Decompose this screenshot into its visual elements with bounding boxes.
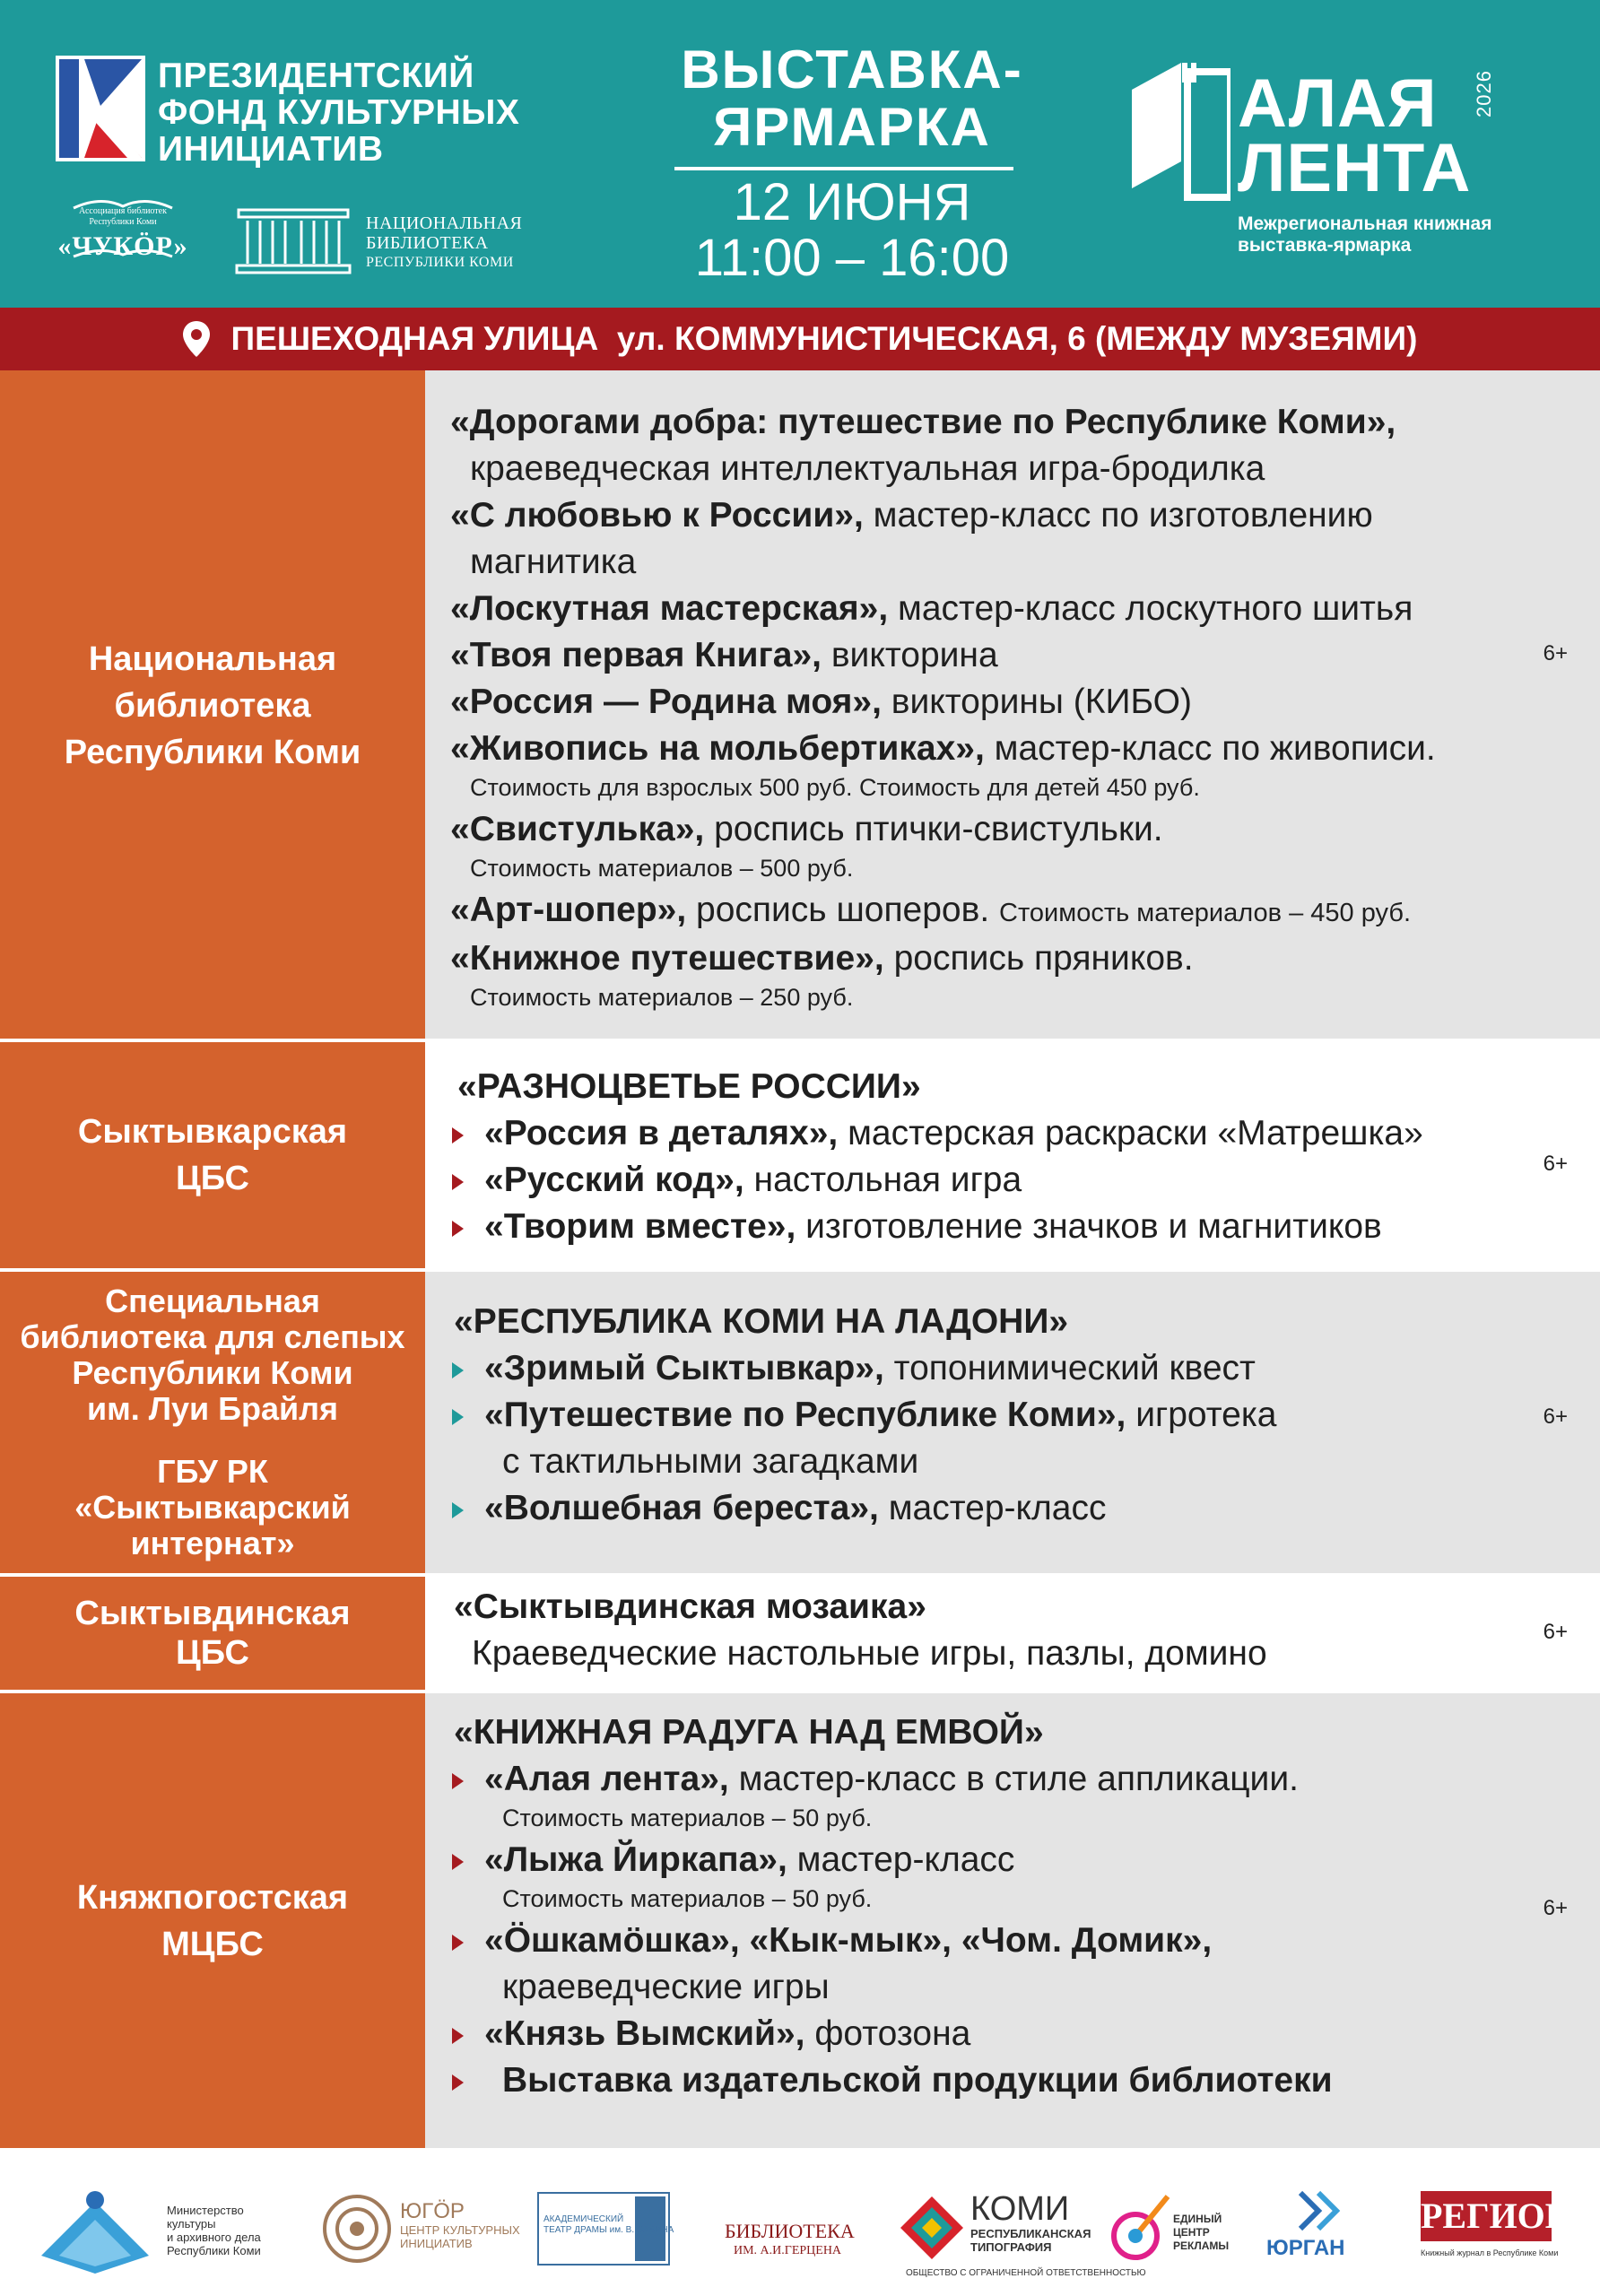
partner-logos — [0, 2148, 1600, 2296]
event-title: ВЫСТАВКА- ЯРМАРКА — [681, 39, 1023, 157]
list-item: Выставка издательской продукции библиотеки — [502, 2061, 1333, 2100]
program-list — [425, 1272, 1600, 1573]
price-note: Стоимость материалов – 50 руб. — [502, 1885, 873, 1912]
event-date: 12 ИЮНЯ — [733, 173, 971, 231]
org-name: Сыктывкарская ЦБС — [0, 1042, 425, 1268]
alaya-subtitle-2: выставка-ярмарка — [1238, 235, 1412, 256]
advertising-center-icon — [1109, 2191, 1171, 2263]
yugor-spiral-icon — [321, 2184, 393, 2274]
section-description: Краеведческие настольные игры, пазлы, домино — [472, 1634, 1267, 1673]
region-logo: РЕГИОН — [1421, 2191, 1552, 2241]
age-rating: 6+ — [1543, 1620, 1568, 1644]
komi-typography-icon — [900, 2196, 963, 2259]
bullet-arrow-icon — [452, 1221, 464, 1237]
price-note: Стоимость для взрослых 500 руб. Стоимость для детей 450 руб. — [470, 774, 1200, 801]
list-item: «Волшебная береста», мастер-класс — [484, 1489, 1107, 1527]
nbrk-line-1: НАЦИОНАЛЬНАЯ — [366, 213, 523, 233]
section-heading: «Сыктывдинская мозаика» — [454, 1587, 926, 1626]
list-item-continuation: краеведческая интеллектуальная игра-бродилка — [470, 449, 1265, 488]
ministry-text: Министерство культуры и архивного дела Республики Коми — [167, 2204, 261, 2257]
list-item-continuation: с тактильными загадками — [502, 1442, 919, 1481]
yurgan-text: ЮРГАН — [1266, 2236, 1345, 2260]
price-note: Стоимость материалов – 500 руб. — [470, 855, 854, 882]
national-library-logo — [235, 204, 540, 276]
pfki-emblem-icon — [56, 56, 145, 161]
list-item: «Россия в деталях», мастерская раскраски «Матрешка» — [484, 1114, 1423, 1152]
price-note: Стоимость материалов – 50 руб. — [502, 1805, 873, 1831]
program-list — [425, 1577, 1600, 1690]
location-bar — [0, 308, 1600, 370]
program-list — [425, 370, 1600, 1040]
list-item: «С любовью к России», мастер-класс по изготовлению — [450, 496, 1373, 535]
bullet-arrow-icon — [452, 2028, 464, 2044]
list-item: «Лыжа Йиркапа», мастер-класс — [484, 1840, 1015, 1879]
alaya-line-2: ЛЕНТА — [1238, 130, 1472, 206]
alaya-subtitle-1: Межрегиональная книжная — [1238, 213, 1492, 234]
chukor-caption-1: Ассоциация библиотек — [79, 206, 167, 216]
bullet-arrow-icon — [452, 1127, 464, 1144]
region-subtitle: Книжный журнал в Республике Коми — [1421, 2248, 1559, 2257]
bullet-arrow-icon — [452, 1174, 464, 1190]
list-item: «Ӧшкамӧшка», «Кык-мык», «Чом. Домик», — [484, 1921, 1213, 1960]
library-building-icon — [235, 204, 352, 276]
bullet-arrow-icon — [452, 1409, 464, 1425]
header-banner — [0, 0, 1600, 308]
advertising-center-text: ЕДИНЫЙ ЦЕНТР РЕКЛАМЫ — [1173, 2213, 1230, 2252]
ministry-emblem-icon — [41, 2184, 149, 2274]
age-rating: 6+ — [1543, 1405, 1568, 1429]
map-pin-icon — [183, 321, 210, 357]
list-item: «Творим вместе», изготовление значков и магнитиков — [484, 1207, 1382, 1246]
program-list — [425, 1693, 1600, 2148]
alaya-lenta-logo — [1132, 63, 1544, 260]
herzen-library-text: БИБЛИОТЕКА ИМ. А.И.ГЕРЦЕНА — [725, 2220, 855, 2257]
bullet-arrow-icon — [452, 1362, 464, 1378]
list-item: «Князь Вымский», фотозона — [484, 2014, 971, 2053]
nbrk-line-2: БИБЛИОТЕКА — [366, 233, 489, 253]
list-item: «Арт-шопер», роспись шоперов. Стоимость материалов – 450 руб. — [450, 891, 1412, 929]
age-rating: 6+ — [1543, 1152, 1568, 1176]
section-blind-library — [0, 1272, 1600, 1573]
section-heading: «РЕСПУБЛИКА КОМИ НА ЛАДОНИ» — [454, 1302, 1069, 1341]
bullet-arrow-icon — [452, 1502, 464, 1518]
list-item: «Россия — Родина моя», викторины (КИБО) — [450, 683, 1192, 721]
section-heading: «КНИЖНАЯ РАДУГА НАД ЕМВОЙ» — [454, 1713, 1044, 1752]
alaya-line-1: АЛАЯ — [1238, 65, 1438, 142]
bullet-arrow-icon — [452, 2074, 464, 2091]
org-name: Специальная библиотека для слепых Республики Коми им. Луи Брайля ГБУ РК «Сыктывкарский интернат» — [0, 1272, 425, 1573]
section-syktyvkar-cbs — [0, 1042, 1600, 1268]
komi-ooo-text: ОБЩЕСТВО С ОГРАНИЧЕННОЙ ОТВЕТСТВЕННОСТЬЮ — [906, 2268, 1146, 2278]
section-heading: «РАЗНОЦВЕТЬЕ РОССИИ» — [457, 1067, 921, 1106]
location-text: ПЕШЕХОДНАЯ УЛИЦА ул. КОММУНИСТИЧЕСКАЯ, 6 (МЕЖДУ МУЗЕЯМИ) — [230, 320, 1418, 357]
bullet-arrow-icon — [452, 1773, 464, 1789]
price-note: Стоимость материалов – 250 руб. — [470, 984, 854, 1011]
yugor-text: ЮГӦР ЦЕНТР КУЛЬТУРНЫХ ИНИЦИАТИВ — [400, 2199, 520, 2250]
chukor-name: «ЧУКӦР» — [57, 231, 188, 261]
title-divider — [674, 167, 1013, 170]
list-item-continuation: магнитика — [470, 543, 637, 581]
list-item: «Алая лента», мастер-класс в стиле аппликации. — [484, 1760, 1299, 1798]
org-name: Национальная библиотека Республики Коми — [0, 370, 425, 1040]
bullet-arrow-icon — [452, 1935, 464, 1951]
nbrk-line-3: РЕСПУБЛИКИ КОМИ — [366, 255, 514, 270]
komi-typography-text: КОМИ РЕСПУБЛИКАНСКАЯ ТИПОГРАФИЯ — [970, 2190, 1091, 2254]
list-item: «Дорогами добра: путешествие по Республике Коми», — [450, 403, 1396, 441]
list-item: «Путешествие по Республике Коми», игротека — [484, 1396, 1277, 1434]
age-rating: 6+ — [1543, 641, 1568, 665]
age-rating: 6+ — [1543, 1896, 1568, 1920]
presidential-fund-logo — [56, 56, 594, 169]
alaya-year: 2026 — [1473, 70, 1495, 117]
list-item: «Свистулька», роспись птички-свистульки. — [450, 810, 1163, 848]
org-name: Княжпогостская МЦБС — [0, 1693, 425, 2148]
bullet-arrow-icon — [452, 1854, 464, 1870]
event-time: 11:00 – 16:00 — [694, 229, 1010, 287]
chukor-logo — [56, 190, 190, 280]
list-item: «Русский код», настольная игра — [484, 1161, 1022, 1199]
list-item: «Зримый Сыктывкар», топонимический квест — [484, 1349, 1256, 1387]
org-name: Сыктывдинская ЦБС — [0, 1577, 425, 1690]
pfki-title: ПРЕЗИДЕНТСКИЙ ФОНД КУЛЬТУРНЫХ ИНИЦИАТИВ — [158, 57, 520, 169]
yurgan-mark-icon — [1283, 2184, 1354, 2238]
program-list — [425, 1042, 1600, 1268]
list-item: «Живопись на мольбертиках», мастер-класс по живописи. — [450, 729, 1436, 768]
section-national-library — [0, 370, 1600, 1040]
list-item: «Книжное путешествие», роспись пряников. — [450, 939, 1194, 978]
list-item: «Твоя первая Книга», викторина — [450, 636, 998, 674]
list-item-continuation: краеведческие игры — [502, 1968, 830, 2006]
section-syktyvdin-cbs — [0, 1577, 1600, 1690]
chukor-caption-2: Республики Коми — [89, 217, 157, 227]
open-book-icon — [1132, 63, 1230, 206]
section-knyazhpogost-mcbs — [0, 1693, 1600, 2148]
theatre-text: АКАДЕМИЧЕСКИЙ ТЕАТР ДРАМЫ им. В. САВИНА — [543, 2214, 674, 2235]
list-item: «Лоскутная мастерская», мастер-класс лоскутного шитья — [450, 589, 1413, 628]
